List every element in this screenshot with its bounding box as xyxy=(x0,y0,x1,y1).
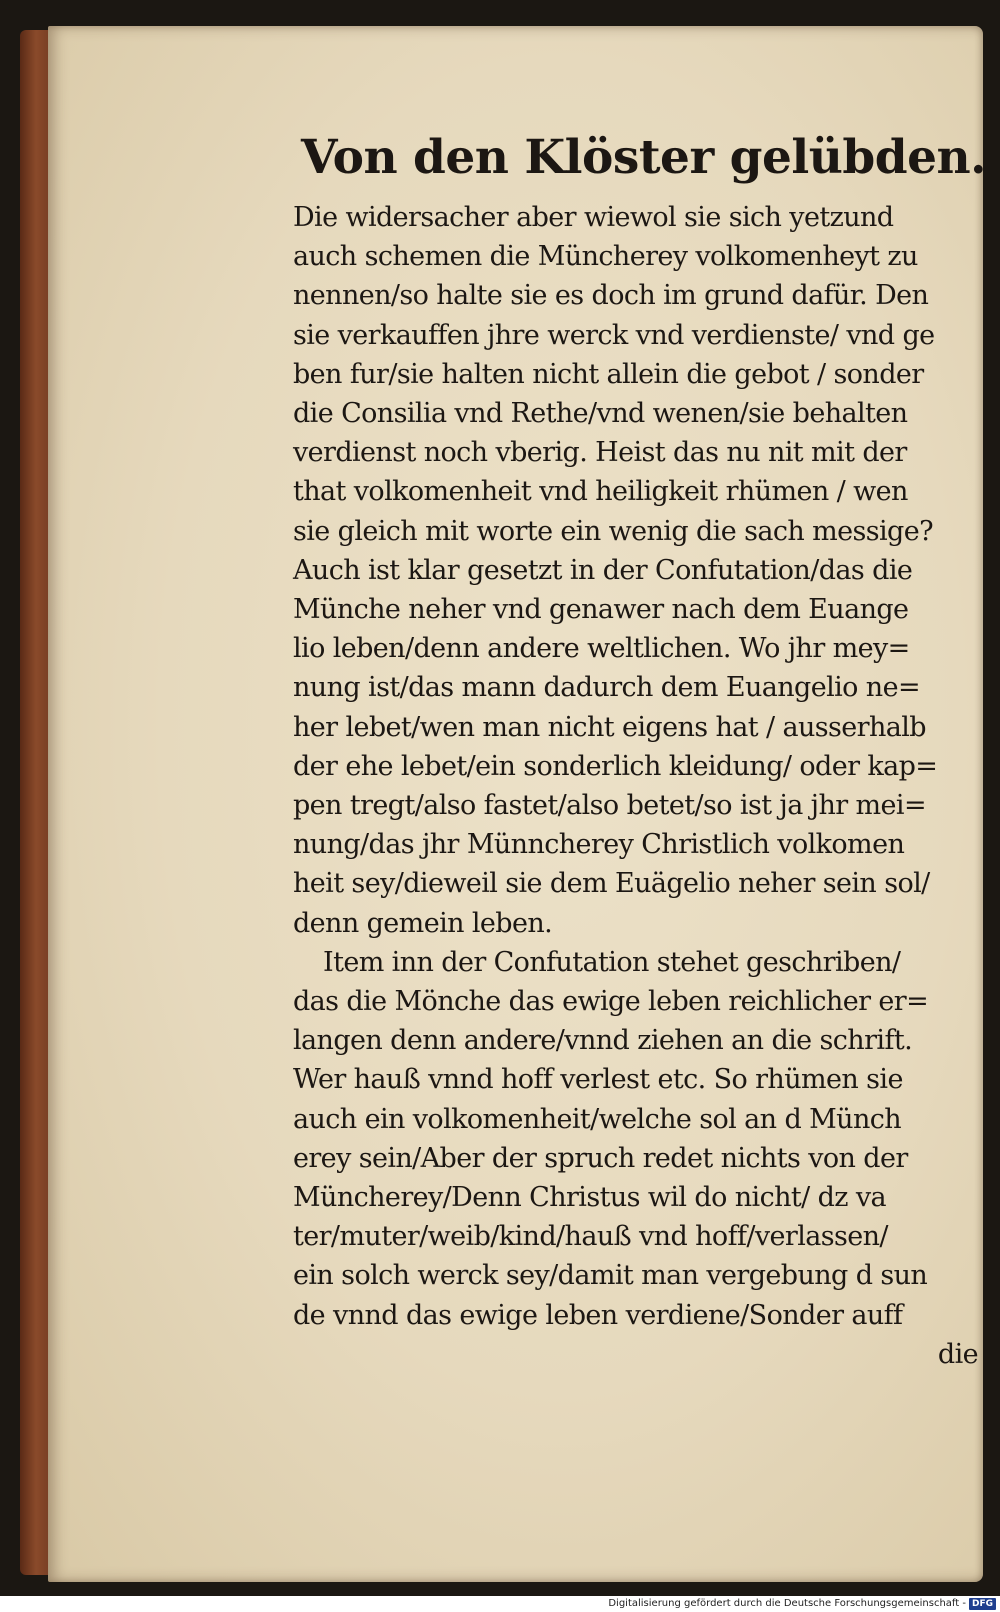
text-line: erey sein/Aber der spruch redet nichts von der xyxy=(293,1142,908,1174)
text-line: denn gemein leben. xyxy=(293,907,553,939)
text-line: auch schemen die Müncherey volkomenheyt zu xyxy=(293,241,918,273)
text-line: nung/das jhr Münncherey Christlich volkomen xyxy=(293,829,905,861)
text-line: nung ist/das mann dadurch dem Euangelio ne= xyxy=(293,672,920,704)
text-line: heit sey/dieweil sie dem Euägelio neher sein sol/ xyxy=(293,868,930,900)
catchword: die xyxy=(937,1338,978,1370)
text-line: Müncherey/Denn Christus wil do nicht/ dz va xyxy=(293,1182,887,1214)
text-line: Die widersacher aber wiewol sie sich yetzund xyxy=(293,202,894,233)
text-line: sie verkauffen jhre werck vnd verdienste/ vnd ge xyxy=(293,319,935,351)
dfg-logo: DFG xyxy=(969,1598,996,1610)
text-line: ein solch werck sey/damit man vergebung d sun xyxy=(293,1260,928,1292)
book-page xyxy=(48,26,987,1582)
text-line: Wer hauß vnnd hoff verlest etc. So rhümen sie xyxy=(293,1064,903,1096)
text-line: lio leben/denn andere weltlichen. Wo jhr mey= xyxy=(293,633,910,665)
text-line: sie gleich mit worte ein wenig die sach messige? xyxy=(293,515,933,547)
text-line: Item inn der Confutation stehet geschriben/ xyxy=(323,946,901,978)
digitization-footer xyxy=(608,1596,996,1612)
text-block xyxy=(293,126,987,1374)
text-line: auch ein volkomenheit/welche sol an d Münch xyxy=(293,1103,902,1135)
text-line: ben fur/sie halten nicht allein die gebot / sonder xyxy=(293,358,924,390)
text-line: nennen/so halte sie es doch im grund dafür. Den xyxy=(293,280,929,312)
text-line: Münche neher vnd genawer nach dem Euange xyxy=(293,594,909,626)
text-line: die Consilia vnd Rethe/vnd wenen/sie behalten xyxy=(293,398,908,430)
text-line: her lebet/wen man nicht eigens hat / ausserhalb xyxy=(293,711,926,743)
text-line: langen denn andere/vnnd ziehen an die schrift. xyxy=(293,1025,913,1057)
text-line: verdienst noch vberig. Heist das nu nit mit der xyxy=(293,437,907,469)
text-line: der ehe lebet/ein sonderlich kleidung/ oder kap= xyxy=(293,750,938,782)
text-line: de vnnd das ewige leben verdiene/Sonder auff xyxy=(293,1299,903,1331)
text-line: das die Mönche das ewige leben reichlicher er= xyxy=(293,986,929,1018)
footer-text: Digitalisierung gefördert durch die Deutsche Forschungsgemeinschaft - xyxy=(608,1598,966,1609)
text-line: pen tregt/also fastet/also betet/so ist ja jhr mei= xyxy=(293,790,926,822)
text-line: that volkomenheit vnd heiligkeit rhümen / wen xyxy=(293,476,908,508)
text-line: ter/muter/weib/kind/hauß vnd hoff/verlassen/ xyxy=(293,1221,888,1253)
text-line: Auch ist klar gesetzt in der Confutation/das die xyxy=(293,554,913,586)
page-heading: Von den Klöster gelübden. xyxy=(301,130,987,185)
